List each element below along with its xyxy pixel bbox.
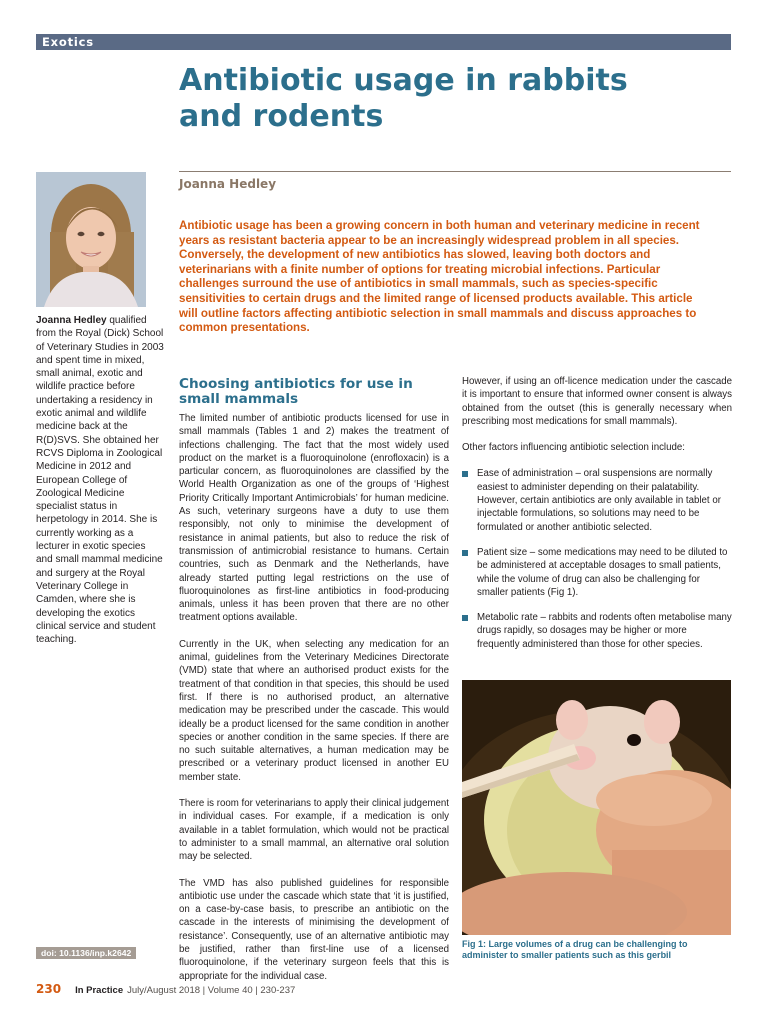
title-divider <box>179 171 731 172</box>
factors-heading: Other factors influencing antibiotic selection include: <box>462 442 685 454</box>
author-bio <box>36 314 164 646</box>
body-paragraph: However, if using an off-licence medication under the cascade it is important to ensure that informed owner consent is always obtained from the outset (this is generally necessary when prescribing most medications for small mammals). <box>462 376 732 427</box>
body-paragraph: Currently in the UK, when selecting any medication for an animal, guidelines from the Veterinary Medicines Directorate (VMD) state that where an authorised product exists for the treatment of that condition in that species, this should be used first. If there is no authorised product, an alternative medication may be prescribed under the cascade. This would ideally be a product licensed for the same condition in another species or another condition in the same species. If there are no such suitable alternatives, a human medication may be prescribed or a veterinary product licensed in another EU member state. <box>179 638 449 783</box>
doi-badge: doi: 10.1136/inp.k2642 <box>36 947 136 959</box>
section-bar <box>36 34 731 50</box>
bullet-square-icon <box>462 550 468 556</box>
list-item-text: Metabolic rate – rabbits and rodents often metabolise many drugs rapidly, so dosages may be higher or more frequently administered than those for other species. <box>477 612 732 650</box>
list-item-text: Ease of administration – oral suspensions are normally easiest to administer depending on their palatability. However, certain antibiotics are only available in tablet or injectable formulations, so solutions may need to be formulated or another antibiotic selected. <box>477 468 721 533</box>
body-paragraph: The limited number of antibiotic products licensed for use in small mammals (Tables 1 and 2) makes the treatment of infections challenging. The fact that the most widely used product on the market is a fluoroquinolone (enrofloxacin) is a particular concern, as fluoroquinolones are classified by the World Health Organization as one of the groups of ‘Highest Priority Critically Important Antimicrobials’ for human medicine. As such, veterinary surgeons have a duty to use them responsibly, not only to minimise the development of resistance in animal patients, but also to reduce the risk of transmission of antimicrobial resistance to humans. Certain countries, such as Denmark and the Netherlands, have already started putting legal restrictions on the use of fluoroquinolones as first-line antibiotics in food-producing animals, unless it has been proven that there are no other treatment options available. <box>179 413 449 624</box>
page-number: 230 <box>36 982 62 996</box>
list-item <box>462 467 732 533</box>
body-paragraph: The VMD has also published guidelines for responsible antibiotic use under the cascade which state that ‘it is justified, on a case-by-case basis, to prescribe an antibiotic on the cascade in the interests of minimising the development of resistance’. Consequently, use of an alternative antibiotic may be justified, rather than first-line use of a licensed fluoroquinolone, if the veterinary surgeon feels that this is appropriate for the individual case. <box>179 877 449 982</box>
bullet-square-icon <box>462 615 468 621</box>
journal-name: In Practice <box>75 985 124 996</box>
section-subheading: Choosing antibiotics for use in small mammals <box>179 376 413 407</box>
list-item <box>462 546 732 599</box>
standfirst: Antibiotic usage has been a growing concern in both human and veterinary medicine in recent years as resistant bacteria appear to be an increasingly widespread problem in all species. Conversely, the development of new antibiotics has slowed, leaving both doctors and veterinarians with a finite number of options for treating microbial infections. Particular challenges surround the use of antibiotics in small mammals, such as species-specific sensitivities to certain drugs and the limited range of licensed products available. This article will outline factors affecting antibiotic selection in small mammals and discuss approaches to common presentations. <box>179 219 700 335</box>
body-column-right <box>462 375 732 663</box>
author-name: Joanna Hedley <box>179 177 277 191</box>
body-column-left <box>179 412 449 996</box>
list-item <box>462 611 732 651</box>
list-item-text: Patient size – some medications may need to be diluted to be administered at acceptable dosages to small patients, while the volume of drug can also be challenging for smaller patients (Fig 1). <box>477 546 728 598</box>
figure-gerbil-photo <box>462 680 731 935</box>
bullet-square-icon <box>462 471 468 477</box>
author-photo <box>36 172 146 307</box>
bio-name: Joanna Hedley <box>36 315 107 326</box>
bio-text: qualified from the Royal (Dick) School of Veterinary Studies in 2003 and spent time in mixed, small animal, exotic and wildlife practice before undertaking a residency in exotic animal and wildlife medicine back at the R(D)SVS. She obtained her RCVS Diploma in Zoological Medicine in 2012 and European College of Zoological Medicine specialist status in herpetology in 2014. She is currently working as a lecturer in exotic species and small mammal medicine and surgery at the Royal Veterinary College in Camden, where she is developing the exotics clinical service and student teaching. <box>36 315 164 646</box>
factors-list <box>462 467 732 651</box>
figure-caption: Fig 1: Large volumes of a drug can be challenging to administer to smaller patients such as this gerbil <box>462 939 688 960</box>
article-title: Antibiotic usage in rabbits and rodents <box>179 63 628 134</box>
section-label: Exotics <box>42 35 94 49</box>
body-paragraph: There is room for veterinarians to apply their clinical judgement in individual cases. For example, if a medication is only available in a tablet formulation, which would not be practical to administer to a small mammal, an alternative oral solution may be selected. <box>179 798 449 863</box>
issue-info: July/August 2018 | Volume 40 | 230-237 <box>127 985 296 996</box>
page-footer <box>36 982 436 996</box>
